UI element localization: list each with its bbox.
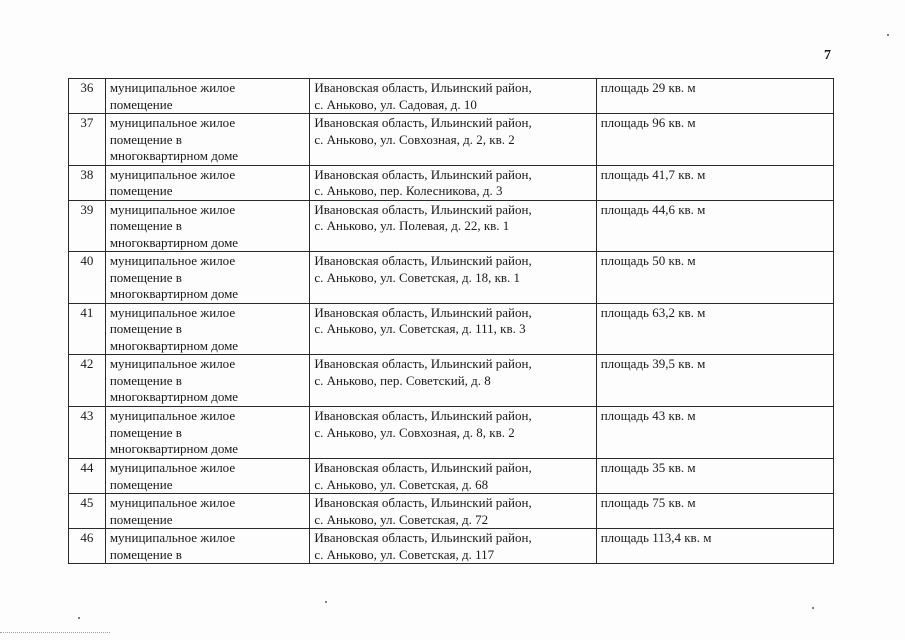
object-area: площадь 96 кв. м — [596, 114, 833, 166]
scan-speck — [78, 617, 80, 619]
row-number: 38 — [69, 165, 106, 200]
object-address: Ивановская область, Ильинский район, с. Аньково, ул. Садовая, д. 10 — [310, 79, 596, 114]
table-row — [69, 494, 834, 529]
row-number: 45 — [69, 494, 106, 529]
object-name: муниципальное жилое помещение в многоквартирном доме — [105, 200, 310, 252]
scan-speck — [887, 34, 889, 36]
table-row — [69, 200, 834, 252]
object-area: площадь 63,2 кв. м — [596, 303, 833, 355]
table-row — [69, 79, 834, 114]
object-name: муниципальное жилое помещение в многоквартирном доме — [105, 407, 310, 459]
table-row — [69, 355, 834, 407]
object-name: муниципальное жилое помещение в — [105, 529, 310, 564]
row-number: 37 — [69, 114, 106, 166]
object-area: площадь 50 кв. м — [596, 252, 833, 304]
object-address: Ивановская область, Ильинский район, с. Аньково, ул. Советская, д. 68 — [310, 459, 596, 494]
object-name: муниципальное жилое помещение в многоквартирном доме — [105, 252, 310, 304]
object-area: площадь 39,5 кв. м — [596, 355, 833, 407]
object-address: Ивановская область, Ильинский район, с. Аньково, пер. Колесникова, д. 3 — [310, 165, 596, 200]
object-area: площадь 41,7 кв. м — [596, 165, 833, 200]
table-row — [69, 303, 834, 355]
object-area: площадь 75 кв. м — [596, 494, 833, 529]
table-row — [69, 459, 834, 494]
object-address: Ивановская область, Ильинский район, с. Аньково, ул. Советская, д. 72 — [310, 494, 596, 529]
row-number: 40 — [69, 252, 106, 304]
table-row — [69, 529, 834, 564]
object-address: Ивановская область, Ильинский район, с. Аньково, ул. Советская, д. 117 — [310, 529, 596, 564]
row-number: 41 — [69, 303, 106, 355]
object-name: муниципальное жилое помещение — [105, 165, 310, 200]
row-number: 42 — [69, 355, 106, 407]
table-row — [69, 114, 834, 166]
table-row — [69, 252, 834, 304]
object-name: муниципальное жилое помещение в многоквартирном доме — [105, 355, 310, 407]
object-address: Ивановская область, Ильинский район, с. Аньково, ул. Полевая, д. 22, кв. 1 — [310, 200, 596, 252]
object-area: площадь 43 кв. м — [596, 407, 833, 459]
page-number: 7 — [824, 48, 831, 63]
row-number: 36 — [69, 79, 106, 114]
table-row — [69, 407, 834, 459]
property-table — [68, 78, 834, 564]
object-address: Ивановская область, Ильинский район, с. Аньково, ул. Советская, д. 18, кв. 1 — [310, 252, 596, 304]
row-number: 46 — [69, 529, 106, 564]
row-number: 44 — [69, 459, 106, 494]
row-number: 39 — [69, 200, 106, 252]
object-area: площадь 44,6 кв. м — [596, 200, 833, 252]
object-address: Ивановская область, Ильинский район, с. Аньково, ул. Совхозная, д. 2, кв. 2 — [310, 114, 596, 166]
object-name: муниципальное жилое помещение — [105, 79, 310, 114]
object-area: площадь 35 кв. м — [596, 459, 833, 494]
scan-speck — [812, 607, 814, 609]
scan-edge-mark — [0, 632, 110, 636]
object-name: муниципальное жилое помещение в многоквартирном доме — [105, 114, 310, 166]
object-name: муниципальное жилое помещение — [105, 494, 310, 529]
object-address: Ивановская область, Ильинский район, с. Аньково, ул. Совхозная, д. 8, кв. 2 — [310, 407, 596, 459]
object-address: Ивановская область, Ильинский район, с. Аньково, пер. Советский, д. 8 — [310, 355, 596, 407]
object-address: Ивановская область, Ильинский район, с. Аньково, ул. Советская, д. 111, кв. 3 — [310, 303, 596, 355]
table-row — [69, 165, 834, 200]
object-name: муниципальное жилое помещение в многоквартирном доме — [105, 303, 310, 355]
scan-speck — [325, 601, 327, 603]
object-name: муниципальное жилое помещение — [105, 459, 310, 494]
object-area: площадь 29 кв. м — [596, 79, 833, 114]
row-number: 43 — [69, 407, 106, 459]
object-area: площадь 113,4 кв. м — [596, 529, 833, 564]
